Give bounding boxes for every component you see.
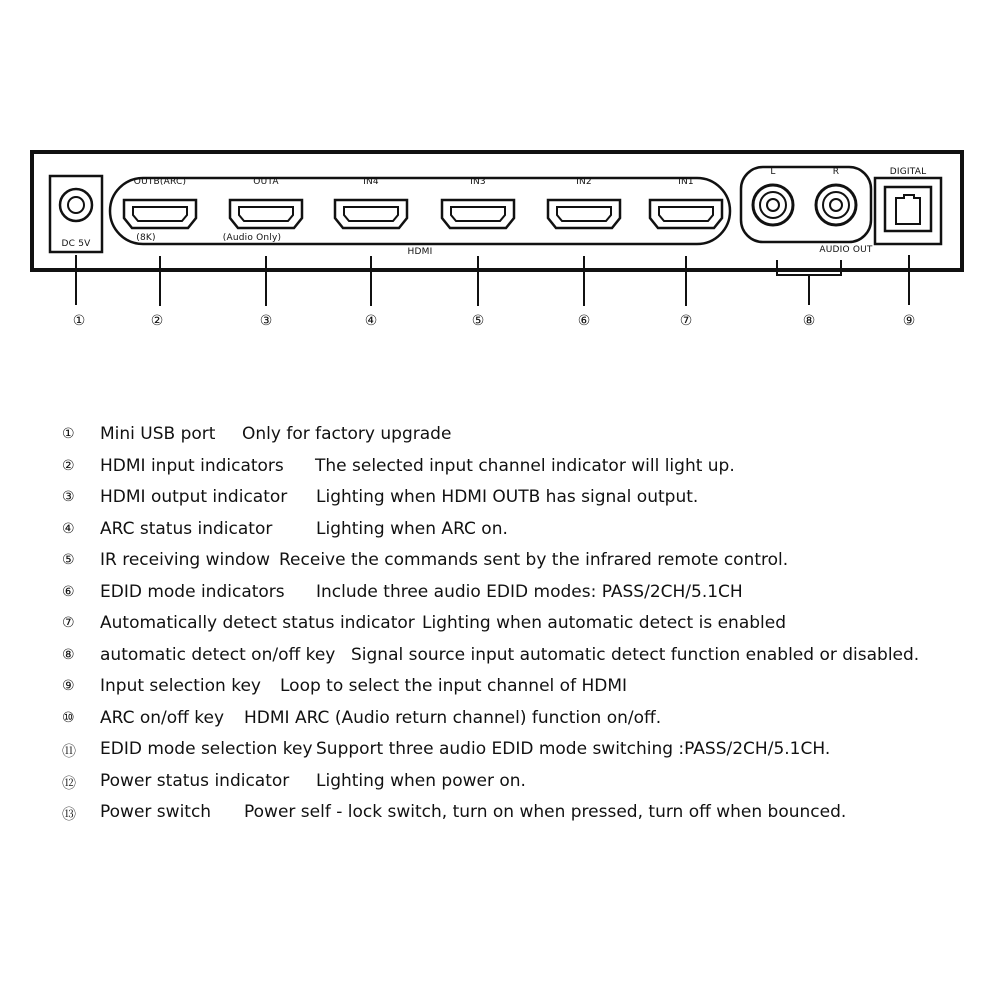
legend-item — [62, 676, 982, 708]
digital-optical-port — [875, 167, 941, 244]
legend-number: ① — [62, 426, 75, 442]
callout-number: ⑧ — [802, 313, 816, 329]
legend-item — [62, 582, 982, 614]
callout-number: ⑨ — [902, 313, 916, 329]
legend-title: ARC status indicator — [100, 518, 273, 539]
legend-number: ⑩ — [62, 709, 75, 726]
callout-number: ③ — [259, 313, 273, 329]
legend-number: ② — [62, 457, 75, 474]
hdmi-port-4 — [442, 177, 514, 306]
legend-description: Lighting when power on. — [316, 770, 526, 791]
hdmi-port-sublabel: (Audio Only) — [222, 233, 282, 243]
legend-item — [62, 550, 982, 582]
legend-title: Power switch — [100, 802, 212, 822]
legend-title: HDMI input indicators — [100, 455, 284, 476]
legend-description: Lighting when HDMI OUTB has signal output. — [316, 487, 699, 507]
legend-item — [62, 802, 982, 834]
hdmi-port-sublabel: (8K) — [136, 233, 156, 243]
audio-out-label: AUDIO OUT — [819, 245, 873, 255]
legend-description: Receive the commands sent by the infrared remote control. — [279, 550, 789, 570]
legend-title: EDID mode selection key — [100, 739, 313, 759]
legend-title: automatic detect on/off key — [100, 644, 336, 665]
hdmi-group-label: HDMI — [407, 247, 433, 257]
legend-item — [62, 645, 982, 677]
audio-r-label: R — [832, 167, 840, 177]
legend-number: ⑥ — [62, 583, 75, 600]
hdmi-port-label: OUTB(ARC) — [133, 177, 187, 187]
legend-item — [62, 613, 982, 645]
audio-l-label: L — [770, 167, 776, 177]
hdmi-port-group — [110, 178, 730, 244]
hdmi-port-2 — [223, 177, 302, 306]
callout-number: ② — [150, 313, 164, 329]
legend-title: EDID mode indicators — [100, 581, 285, 602]
legend-description: Power self - lock switch, turn on when pressed, turn off when bounced. — [244, 802, 847, 822]
legend-item — [62, 456, 982, 488]
legend-title: Automatically detect status indicator — [100, 613, 415, 633]
legend-number: ③ — [62, 489, 75, 505]
legend-title: Input selection key — [100, 676, 261, 696]
hdmi-port-label: OUTA — [253, 177, 279, 187]
legend-number: ⑦ — [62, 615, 75, 631]
rca-left-jack — [753, 185, 793, 225]
legend-description: Lighting when ARC on. — [316, 518, 508, 539]
callout-number: ① — [72, 313, 86, 329]
hdmi-port-5 — [548, 177, 620, 306]
legend-number: ⑤ — [62, 552, 75, 568]
legend-number: ⑧ — [62, 646, 75, 663]
hdmi-port-label: IN3 — [470, 177, 486, 187]
legend-list — [62, 424, 982, 834]
digital-label: DIGITAL — [889, 167, 927, 177]
legend-description: Support three audio EDID mode switching :PASS/2CH/5.1CH. — [316, 739, 831, 759]
legend-description: Lighting when automatic detect is enabled — [422, 613, 786, 633]
rear-panel-diagram — [0, 0, 1000, 340]
legend-description: The selected input channel indicator will light up. — [315, 455, 735, 476]
legend-item — [62, 708, 982, 740]
legend-description: Include three audio EDID modes: PASS/2CH/5.1CH — [316, 581, 743, 602]
hdmi-port-3 — [335, 177, 407, 306]
legend-number: ⑫ — [62, 775, 76, 792]
legend-number: ④ — [62, 520, 75, 537]
hdmi-port-label: IN1 — [678, 177, 694, 187]
callout-number: ④ — [364, 313, 378, 329]
legend-description: HDMI ARC (Audio return channel) function on/off. — [244, 707, 662, 728]
legend-item — [62, 424, 982, 456]
legend-number: ⑬ — [62, 807, 76, 823]
callout-number: ⑥ — [577, 313, 591, 329]
legend-description: Loop to select the input channel of HDMI — [280, 676, 628, 696]
legend-title: HDMI output indicator — [100, 487, 288, 507]
callout-number: ⑤ — [471, 313, 485, 329]
rca-right-jack — [816, 185, 856, 225]
audio-out-section — [741, 167, 871, 242]
legend-description: Only for factory upgrade — [242, 424, 452, 444]
legend-title: IR receiving window — [100, 550, 271, 570]
legend-description: Signal source input automatic detect function enabled or disabled. — [351, 644, 920, 665]
dc-power-port — [50, 176, 102, 252]
hdmi-port-1 — [124, 177, 196, 306]
callout-number: ⑦ — [679, 313, 693, 329]
legend-title: ARC on/off key — [100, 707, 225, 728]
legend-number: ⑨ — [62, 678, 75, 694]
legend-number: ⑪ — [62, 744, 76, 760]
legend-item — [62, 519, 982, 551]
legend-title: Mini USB port — [100, 424, 216, 444]
legend-title: Power status indicator — [100, 770, 290, 791]
dc-label: DC 5V — [61, 239, 91, 249]
hdmi-port-label: IN4 — [363, 177, 379, 187]
legend-item — [62, 739, 982, 771]
legend-item — [62, 771, 982, 803]
legend-item — [62, 487, 982, 519]
hdmi-port-label: IN2 — [576, 177, 592, 187]
